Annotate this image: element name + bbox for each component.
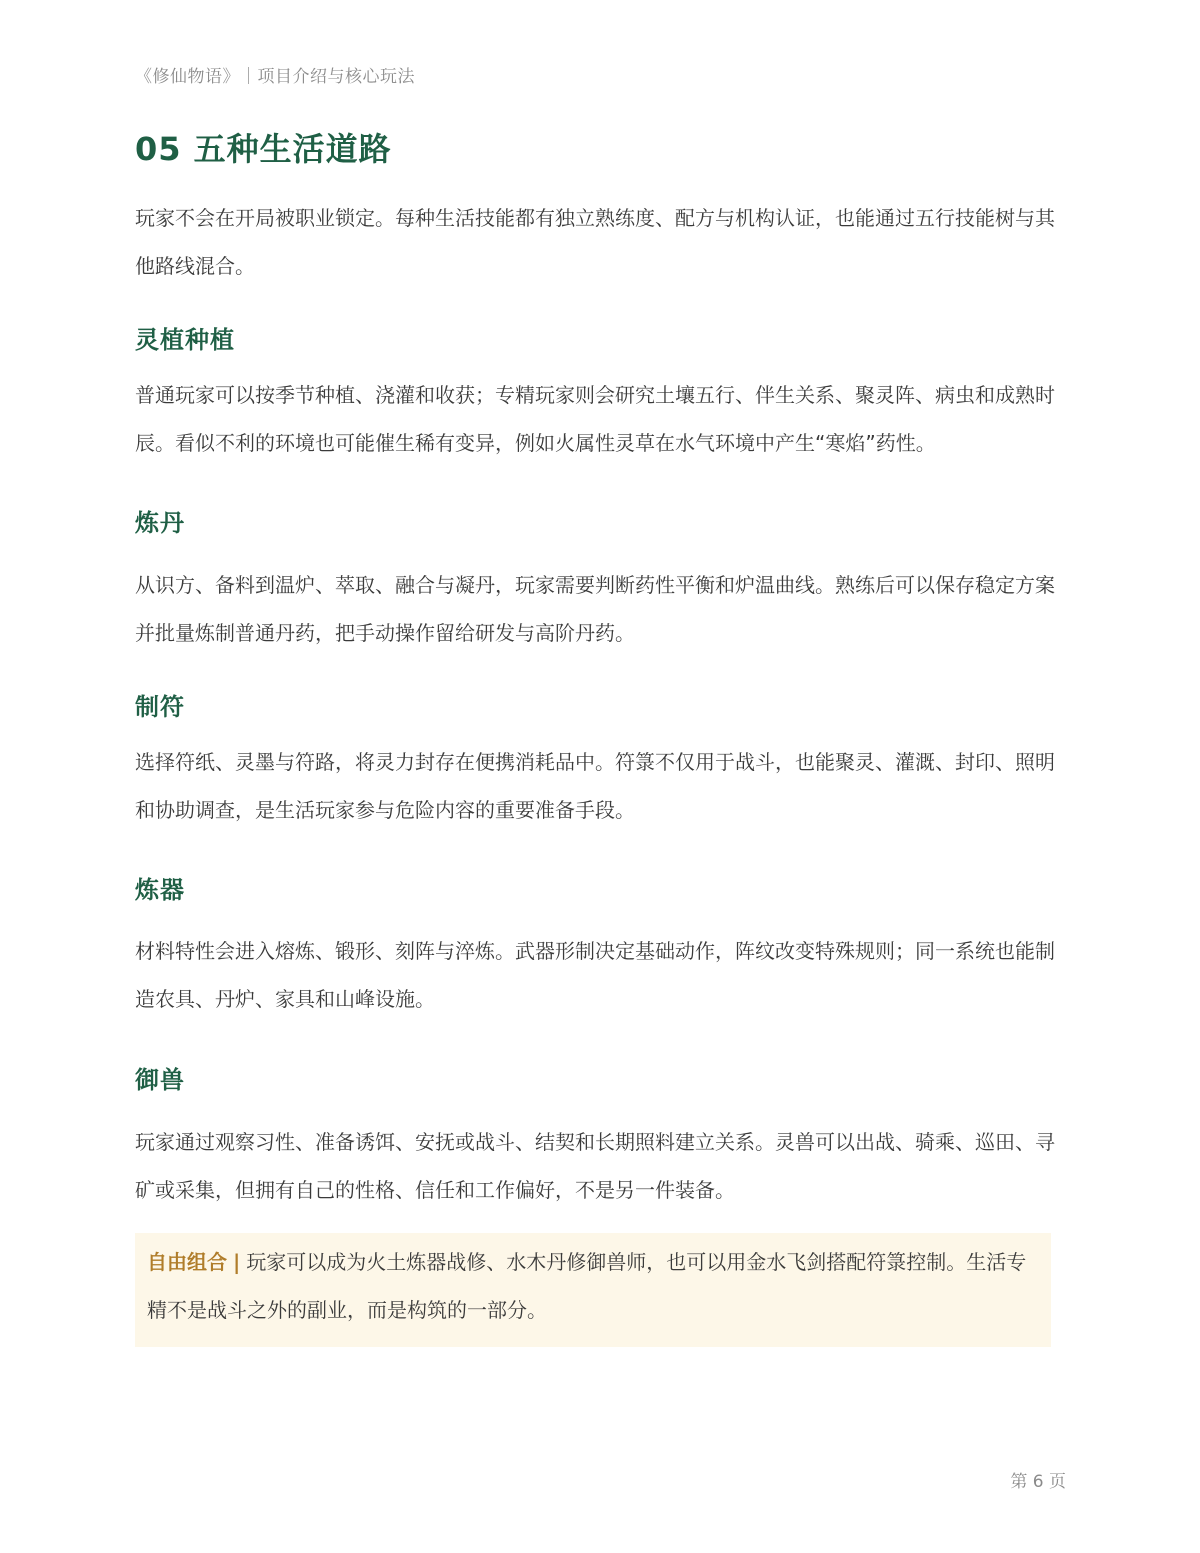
- paragraph-spirit-planting: 普通玩家可以按季节种植、浇灌和收获；专精玩家则会研究土壤五行、伴生关系、聚灵阵、病虫和成熟时辰。看似不利的环境也可能催生稀有变异，例如火属性灵草在水气环境中产生“寒焰”药性。: [135, 383, 1055, 455]
- heading-talisman: 制符: [135, 693, 185, 721]
- heading-spirit-planting: 灵植种植: [135, 326, 235, 354]
- paragraph-alchemy: 从识方、备料到温炉、萃取、融合与凝丹，玩家需要判断药性平衡和炉温曲线。熟练后可以保存稳定方案并批量炼制普通丹药，把手动操作留给研发与高阶丹药。: [135, 573, 1055, 645]
- heading-beast-taming: 御兽: [135, 1066, 185, 1094]
- heading-alchemy: 炼丹: [135, 509, 185, 537]
- section-title: 05 五种生活道路: [135, 130, 392, 168]
- page-number: 第 6 页: [1010, 1472, 1066, 1492]
- paragraph-forging: 材料特性会进入熔炼、锻形、刻阵与淬炼。武器形制决定基础动作，阵纹改变特殊规则；同一系统也能制造农具、丹炉、家具和山峰设施。: [135, 939, 1055, 1011]
- free-combination-callout: [135, 1233, 1051, 1347]
- callout-text: 玩家可以成为火土炼器战修、水木丹修御兽师，也可以用金水飞剑搭配符箓控制。生活专精不是战斗之外的副业，而是构筑的一部分。: [147, 1250, 1027, 1322]
- callout-label: 自由组合: [147, 1250, 227, 1274]
- callout-separator: |: [233, 1250, 241, 1274]
- section-intro: 玩家不会在开局被职业锁定。每种生活技能都有独立熟练度、配方与机构认证，也能通过五行技能树与其他路线混合。: [135, 206, 1055, 278]
- paragraph-beast-taming: 玩家通过观察习性、准备诱饵、安抚或战斗、结契和长期照料建立关系。灵兽可以出战、骑乘、巡田、寻矿或采集，但拥有自己的性格、信任和工作偏好，不是另一件装备。: [135, 1130, 1055, 1202]
- paragraph-talisman: 选择符纸、灵墨与符路，将灵力封存在便携消耗品中。符箓不仅用于战斗，也能聚灵、灌溉、封印、照明和协助调查，是生活玩家参与危险内容的重要准备手段。: [135, 750, 1055, 822]
- document-header: 《修仙物语》｜项目介绍与核心玩法: [135, 67, 415, 87]
- heading-forging: 炼器: [135, 876, 185, 904]
